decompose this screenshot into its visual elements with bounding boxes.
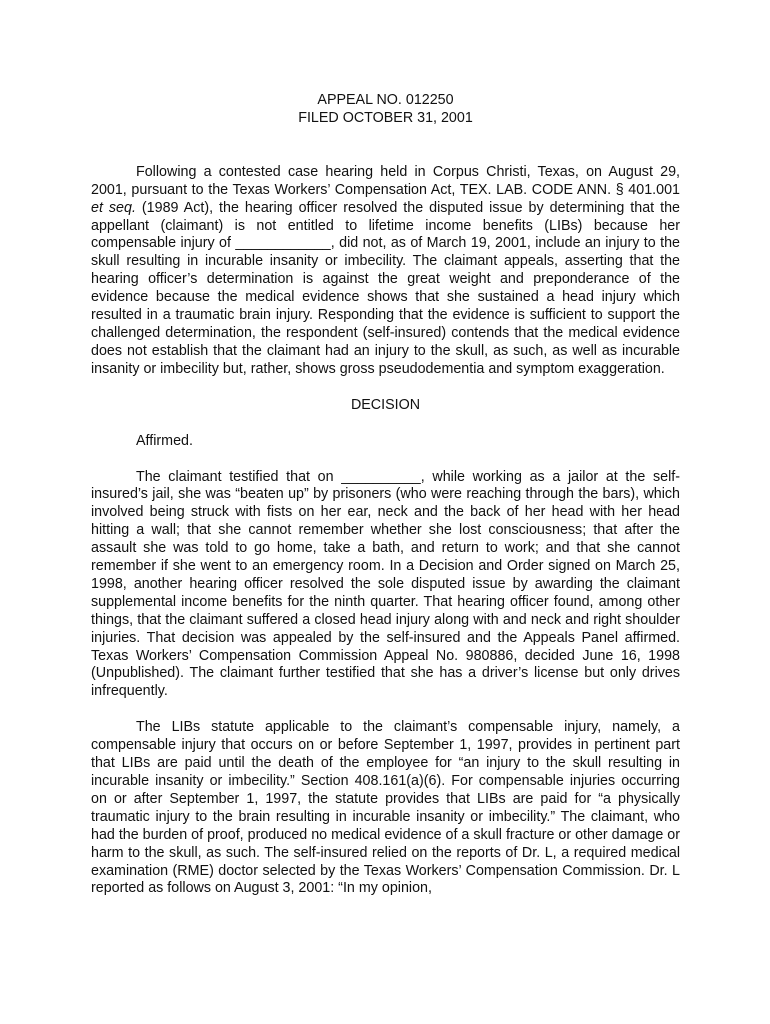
filed-date: FILED OCTOBER 31, 2001 bbox=[298, 109, 473, 126]
intro-text-part1: Following a contested case hearing held in Corpus Christi, Texas, on August 29, 2001, pursuant to the Texas Workers’ Compensation Act, TEX. LAB. CODE ANN. § 401.001 bbox=[91, 163, 680, 198]
spacer bbox=[91, 701, 680, 719]
spacer bbox=[91, 415, 680, 433]
spacer bbox=[91, 451, 680, 469]
libs-statute-paragraph: The LIBs statute applicable to the claimant’s compensable injury, namely, a compensable injury that occurs on or before September 1, 1997, provides in pertinent part that LIBs are paid until the death of the employee for “an injury to the skull resulting in incurable insanity or imbecility.” Section 408.161(a)(6). For compensable injuries occurring on or after September 1, 1997, the statute provides that LIBs are paid for “a physically traumatic injury to the brain resulting in incurable insanity or imbecility.” The claimant, who had the burden of proof, produced no medical evidence of a skull fracture or other damage or harm to the skull, as such. The self-insured relied on the reports of Dr. L, a required medical examination (RME) doctor selected by the Texas Workers’ Compensation Commission. Dr. L reported as follows on August 3, 2001: “In my opinion, bbox=[91, 719, 680, 897]
intro-paragraph bbox=[91, 164, 680, 379]
decision-result: Affirmed. bbox=[136, 432, 193, 449]
intro-text-part2: (1989 Act), the hearing officer resolved the disputed issue by determining that the appellant (claimant) is not entitled to lifetime income benefits (LIBs) because her compensable injury of ____________, did not, as of March 19, 2001, include an injury to the skull resulting in incurable insanity or imbecility. The claimant appeals, asserting that the hearing officer’s determination is against the great weight and preponderance of the evidence because the medical evidence shows that she sustained a head injury which resulted in a traumatic brain injury. Responding that the evidence is sufficient to support the challenged determination, the respondent (self-insured) contends that the medical evidence does not establish that the claimant had an injury to the skull, as such, as well as incurable insanity or imbecility but, rather, shows gross pseudodementia and symptom exaggeration. bbox=[91, 199, 680, 377]
document-header bbox=[91, 92, 680, 128]
document-page bbox=[91, 92, 680, 898]
testimony-paragraph: The claimant testified that on __________, while working as a jailor at the self-insured’s jail, she was “beaten up” by prisoners (who were reaching through the bars), which involved being struck with fists on her ear, neck and the back of her head with her head hitting a wall; that she cannot remember whether she lost consciousness; that after the assault she was told to go home, take a bath, and return to work; and that she cannot remember if she went to an emergency room. In a Decision and Order signed on March 25, 1998, another hearing officer resolved the sole disputed issue by awarding the claimant supplemental income benefits for the ninth quarter. That hearing officer found, among other things, that the claimant suffered a closed head injury along with and neck and right shoulder injuries. That decision was appealed by the self-insured and the Appeals Panel affirmed. Texas Workers’ Compensation Commission Appeal No. 980886, decided June 16, 1998 (Unpublished). The claimant further testified that she has a driver’s license but only drives infrequently. bbox=[91, 468, 680, 700]
et-seq-italic: et seq. bbox=[91, 199, 136, 216]
decision-heading: DECISION bbox=[350, 396, 421, 413]
spacer bbox=[91, 128, 680, 164]
spacer bbox=[91, 379, 680, 397]
appeal-number: APPEAL NO. 012250 bbox=[317, 92, 454, 108]
